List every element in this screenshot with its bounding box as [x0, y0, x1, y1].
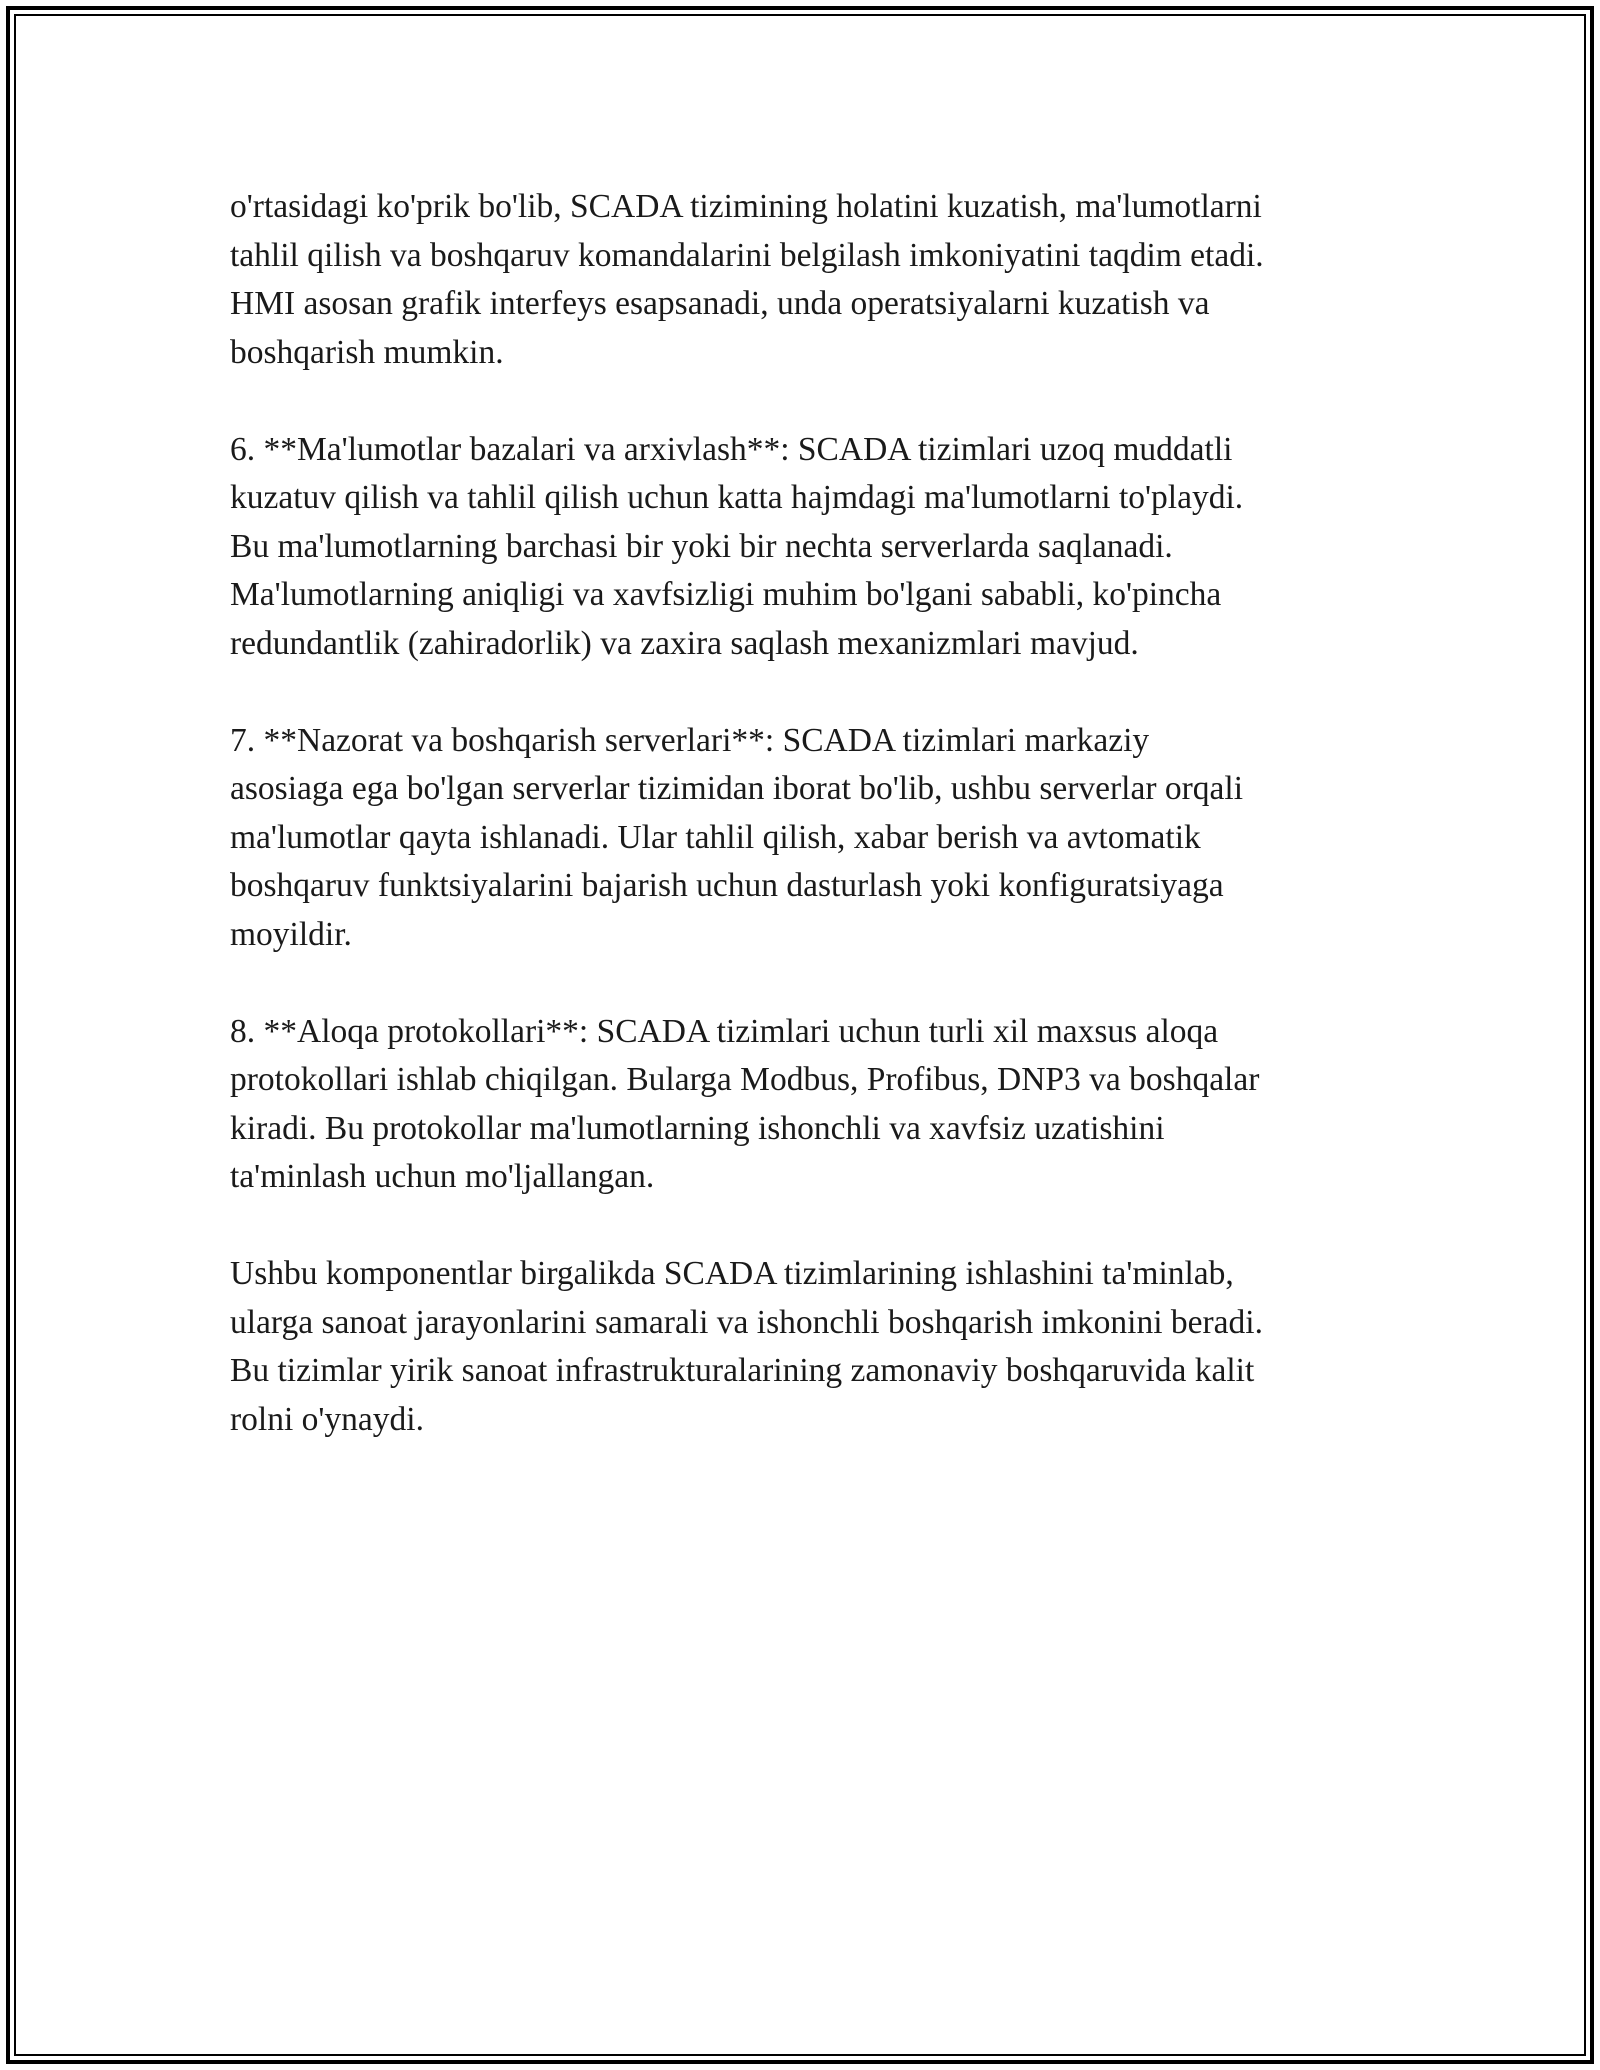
document-body [230, 183, 1390, 1493]
text-line: tahlil qilish va boshqaruv komandalarini belgilash imkoniyatini taqdim etadi. [230, 236, 1264, 274]
text-line: ma'lumotlar qayta ishlanadi. Ular tahlil qilish, xabar berish va avtomatik [230, 818, 1201, 856]
text-line: ularga sanoat jarayonlarini samarali va ishonchli boshqarish imkonini beradi. [230, 1303, 1263, 1341]
text-line: HMI asosan grafik interfeys esapsanadi, unda operatsiyalarni kuzatish va [230, 285, 1210, 322]
text-line: Bu ma'lumotlarning barchasi bir yoki bir nechta serverlarda saqlanadi. [230, 527, 1173, 565]
text-line: asosiaga ega bo'lgan serverlar tizimidan iborat bo'lib, ushbu serverlar orqali [230, 770, 1244, 807]
text-line: Bu tizimlar yirik sanoat infrastrukturalarining zamonaviy boshqaruvida kalit [230, 1352, 1255, 1389]
text-line: Ma'lumotlarning aniqligi va xavfsizligi muhim bo'lgani sababli, ko'pincha [230, 576, 1222, 613]
text-line: redundantlik (zahiradorlik) va zaxira saqlash mexanizmlari mavjud. [230, 624, 1139, 662]
paragraph-item-8-protocols [230, 1008, 1390, 1202]
paragraph-item-6-databases [230, 426, 1390, 669]
paragraph-item-7-servers [230, 717, 1390, 960]
text-line: rolni o'ynaydi. [230, 1400, 424, 1438]
text-line: 8. **Aloqa protokollari**: SCADA tizimlari uchun turli xil maxsus aloqa [230, 1012, 1219, 1050]
text-line: 7. **Nazorat va boshqarish serverlari**: SCADA tizimlari markaziy [230, 721, 1150, 759]
text-line: boshqarish mumkin. [230, 333, 504, 371]
text-line: moyildir. [230, 915, 352, 953]
text-line: Ushbu komponentlar birgalikda SCADA tizimlarining ishlashini ta'minlab, [230, 1255, 1234, 1292]
text-line: 6. **Ma'lumotlar bazalari va arxivlash**: SCADA tizimlari uzoq muddatli [230, 430, 1233, 468]
text-line: o'rtasidagi ko'prik bo'lib, SCADA tizimining holatini kuzatish, ma'lumotlarni [230, 188, 1262, 225]
text-line: ta'minlash uchun mo'ljallangan. [230, 1158, 655, 1195]
text-line: kiradi. Bu protokollar ma'lumotlarning ishonchli va xavfsiz uzatishini [230, 1109, 1165, 1147]
text-line: protokollari ishlab chiqilgan. Bularga Modbus, Profibus, DNP3 va boshqalar [230, 1061, 1260, 1098]
text-line: kuzatuv qilish va tahlil qilish uchun katta hajmdagi ma'lumotlarni to'playdi. [230, 479, 1244, 516]
paragraph-hmi-continuation [230, 183, 1390, 377]
paragraph-conclusion [230, 1250, 1390, 1444]
text-line: boshqaruv funktsiyalarini bajarish uchun dasturlash yoki konfiguratsiyaga [230, 867, 1224, 904]
